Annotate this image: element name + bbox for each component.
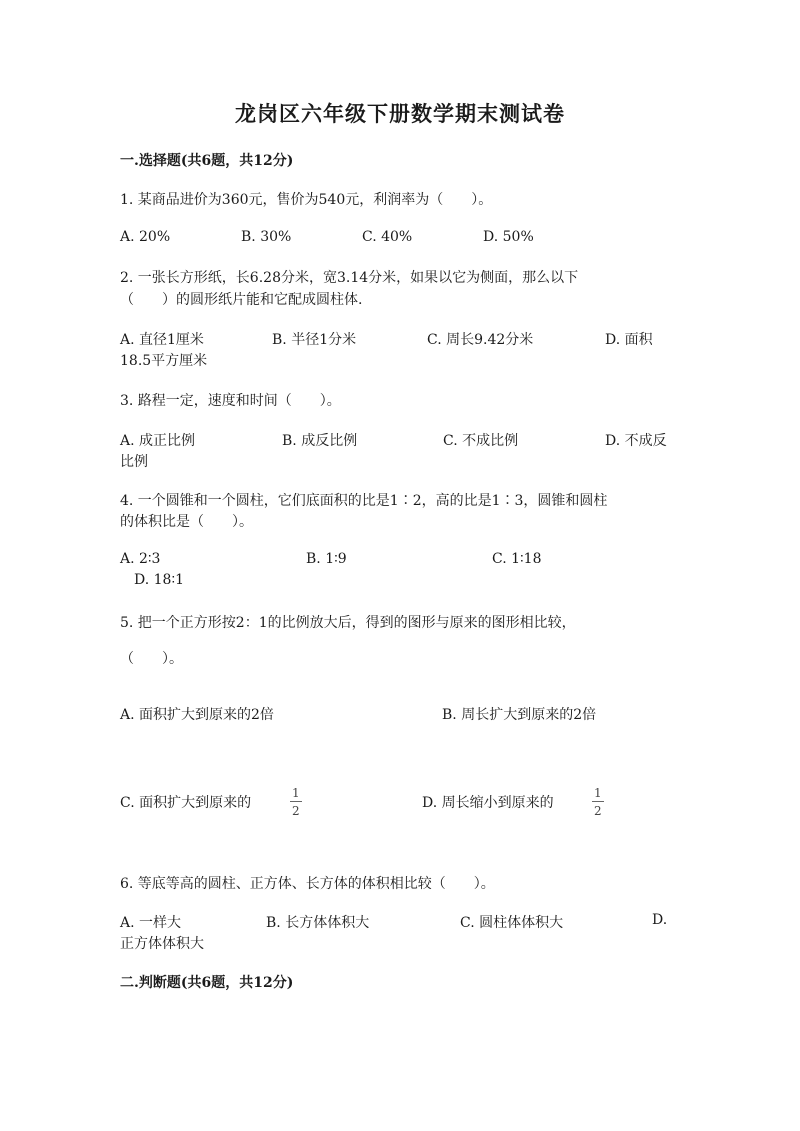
question-6-stem: 6. 等底等高的圆柱、正方体、长方体的体积相比较（ ）。: [120, 876, 495, 892]
question-2-option-a[interactable]: A. 直径1厘米: [120, 332, 204, 348]
fraction-numerator: 1: [292, 786, 300, 800]
question-6-option-d-wrap[interactable]: 正方体体积大: [120, 936, 204, 952]
question-6-option-a[interactable]: A. 一样大: [120, 915, 182, 931]
question-3-option-d-wrap[interactable]: 比例: [120, 454, 148, 470]
question-1-option-c[interactable]: C. 40%: [362, 229, 413, 245]
question-5-stem-line-2: （ ）。: [120, 651, 183, 667]
section-heading-judgement: 二.判断题(共6题，共12分): [120, 975, 294, 991]
question-1-stem: 1. 某商品进价为360元，售价为540元，利润率为（ ）。: [120, 192, 493, 208]
question-5-option-b[interactable]: B. 周长扩大到原来的2倍: [442, 707, 597, 723]
question-5-option-c-fraction: [290, 787, 302, 817]
fraction-denominator: 2: [292, 804, 300, 818]
question-3-option-c[interactable]: C. 不成比例: [443, 433, 519, 449]
question-1-option-a[interactable]: A. 20%: [120, 229, 171, 245]
question-5-option-d-fraction: [592, 787, 604, 817]
question-4-option-b[interactable]: B. 1∶9: [306, 551, 347, 567]
question-5-option-a[interactable]: A. 面积扩大到原来的2倍: [120, 707, 274, 723]
question-2-stem-line-2: （ ）的圆形纸片能和它配成圆柱体.: [120, 292, 363, 308]
question-2-option-c[interactable]: C. 周长9.42分米: [427, 332, 534, 348]
question-4-option-c[interactable]: C. 1∶18: [492, 551, 542, 567]
question-4-option-d[interactable]: D. 18∶1: [134, 572, 184, 588]
question-4-option-a[interactable]: A. 2∶3: [120, 551, 161, 567]
page-title: 龙岗区六年级下册数学期末测试卷: [235, 101, 565, 126]
question-6-option-c[interactable]: C. 圆柱体体积大: [460, 915, 564, 931]
question-2-option-d[interactable]: D. 面积: [605, 332, 653, 348]
section-heading-choice: 一.选择题(共6题，共12分): [120, 153, 294, 169]
question-4-stem-line-2: 的体积比是（ ）。: [120, 514, 253, 530]
question-2-option-b[interactable]: B. 半径1分米: [272, 332, 357, 348]
question-4-stem-line-1: 4. 一个圆锥和一个圆柱，它们底面积的比是1∶2，高的比是1∶3，圆锥和圆柱: [120, 493, 608, 509]
question-2-option-d-wrap[interactable]: 18.5平方厘米: [120, 353, 208, 369]
question-3-option-b[interactable]: B. 成反比例: [282, 433, 358, 449]
question-3-stem: 3. 路程一定，速度和时间（ ）。: [120, 393, 341, 409]
question-3-option-a[interactable]: A. 成正比例: [120, 433, 196, 449]
fraction-denominator: 2: [594, 804, 602, 818]
question-6-option-d[interactable]: D.: [652, 912, 668, 928]
fraction-numerator: 1: [594, 786, 602, 800]
question-1-option-b[interactable]: B. 30%: [241, 229, 292, 245]
question-5-stem-line-1: 5. 把一个正方形按2：1的比例放大后，得到的图形与原来的图形相比较，: [120, 615, 576, 631]
question-5-option-d[interactable]: D. 周长缩小到原来的: [422, 795, 554, 811]
question-1-option-d[interactable]: D. 50%: [483, 229, 534, 245]
question-6-option-b[interactable]: B. 长方体体积大: [266, 915, 370, 931]
question-5-option-c[interactable]: C. 面积扩大到原来的: [120, 795, 252, 811]
question-2-stem-line-1: 2. 一张长方形纸，长6.28分米，宽3.14分米，如果以它为侧面，那么以下: [120, 270, 579, 286]
question-3-option-d[interactable]: D. 不成反: [605, 433, 667, 449]
